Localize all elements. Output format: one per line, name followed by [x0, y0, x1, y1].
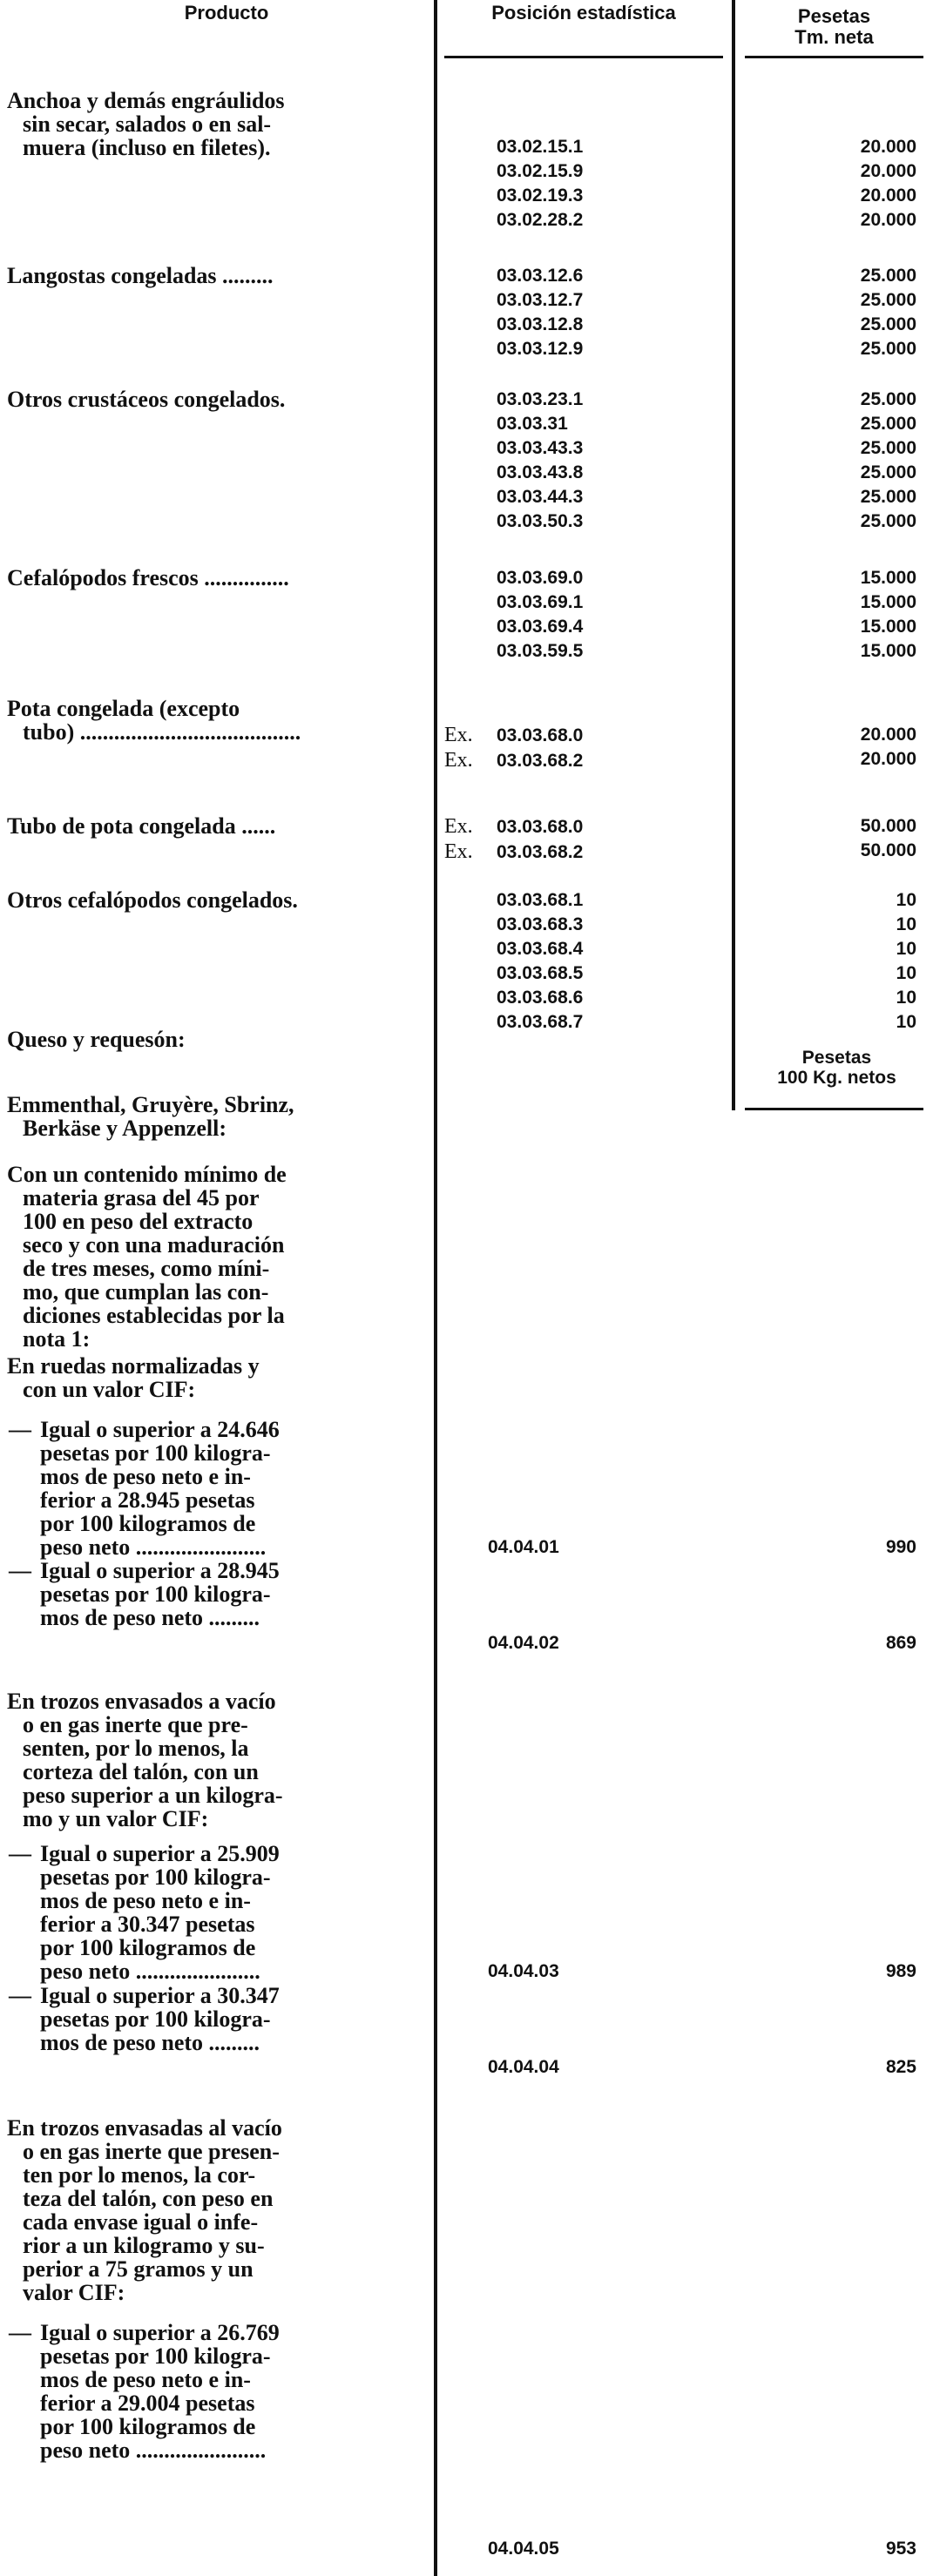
position-list — [444, 814, 723, 865]
cheese-types-line: Berkäse y Appenzell: — [23, 1116, 226, 1141]
cheese-group2-title-line: o en gas inerte que pre- — [23, 1712, 248, 1737]
position-row — [444, 388, 723, 412]
cheese-condition-line: de tres meses, como míni- — [23, 1256, 270, 1281]
cheese-item-text: mos de peso neto e in- — [40, 1464, 251, 1489]
cheese-price-value: 825 — [885, 2057, 916, 2077]
cheese-item-line — [9, 2415, 436, 2438]
cheese-group3-title-line: teza del talón, con peso en — [23, 2186, 274, 2211]
cheese-item-text: ferior a 28.945 pesetas — [40, 1487, 255, 1513]
cheese-item-line — [9, 1488, 436, 1512]
position-row — [444, 814, 723, 840]
price-value: 25.000 — [860, 462, 916, 482]
product-name-line: Langostas congeladas ......... — [7, 263, 274, 288]
price-value: 15.000 — [860, 568, 916, 588]
cheese-item-text: ferior a 29.004 pesetas — [40, 2391, 255, 2416]
position-row — [444, 961, 723, 986]
cheese-condition-line: diciones establecidas por la — [23, 1303, 285, 1328]
position-ex: Ex. — [444, 815, 473, 838]
product-name — [7, 388, 434, 411]
cheese-item — [9, 1418, 436, 1559]
price-value: 25.000 — [860, 487, 916, 507]
dash-marker: — — [9, 2320, 31, 2345]
cheese-item-line — [9, 1912, 436, 1936]
position-list — [444, 888, 723, 1035]
price-value: 25.000 — [860, 266, 916, 286]
product-name-line: Otros crustáceos congelados. — [7, 387, 286, 412]
position-ex: Ex. — [444, 724, 473, 746]
cheese-item-line — [9, 1418, 436, 1441]
cheese-item-text: Igual o superior a 24.646 — [40, 1417, 280, 1442]
position-code: 03.03.68.2 — [497, 751, 584, 771]
position-row — [444, 208, 723, 233]
cheese-item-text: peso neto ....................... — [40, 1534, 267, 1560]
cheese-item-line — [9, 1441, 436, 1465]
product-name-line: muera (incluso en filetes). — [23, 135, 271, 160]
cheese-item-line — [9, 2438, 436, 2462]
position-row — [444, 639, 723, 664]
cheese-item-text: peso neto ...................... — [40, 1959, 260, 1984]
price-list — [745, 264, 923, 361]
product-name — [7, 264, 434, 287]
cheese-item-text: peso neto ....................... — [40, 2438, 267, 2463]
position-list — [444, 135, 723, 233]
cheese-group3-title — [7, 2116, 434, 2304]
position-code: 03.02.19.3 — [497, 185, 584, 206]
position-code: 03.02.28.2 — [497, 210, 584, 230]
product-name-line: Cefalópodos frescos ............... — [7, 565, 289, 590]
dash-marker: — — [9, 1983, 31, 2008]
cheese-position-code: 04.04.01 — [488, 1537, 559, 1557]
cheese-group2-title-line: senten, por lo menos, la — [23, 1736, 249, 1761]
position-row — [444, 590, 723, 615]
cheese-price-value: 989 — [885, 1961, 916, 1981]
cheese-position-code: 04.04.02 — [488, 1633, 559, 1653]
cheese-group3-title-line: ten por lo menos, la cor- — [23, 2162, 256, 2188]
position-ex: Ex. — [444, 749, 473, 772]
position-code: 03.03.68.3 — [497, 914, 584, 934]
position-code: 03.03.12.6 — [497, 266, 584, 286]
cheese-item-text: Igual o superior a 25.909 — [40, 1841, 280, 1866]
cheese-group3-title-line: cada envase igual o infe- — [23, 2209, 259, 2235]
cheese-item-text: pesetas por 100 kilogra- — [40, 2006, 271, 2032]
position-list — [444, 264, 723, 361]
position-code: 03.03.68.0 — [497, 817, 584, 837]
position-row — [444, 313, 723, 337]
cheese-item-text: mos de peso neto e in- — [40, 1888, 251, 1913]
price-value: 25.000 — [860, 339, 916, 359]
cheese-item-text: por 100 kilogramos de — [40, 1935, 256, 1960]
product-name — [7, 814, 434, 838]
cheese-item-line — [9, 2391, 436, 2415]
position-code: 03.03.68.7 — [497, 1012, 584, 1032]
position-code: 03.03.68.1 — [497, 890, 584, 910]
product-name — [7, 697, 434, 744]
position-row — [444, 615, 723, 639]
position-code: 03.03.50.3 — [497, 511, 584, 531]
position-row — [444, 840, 723, 865]
price-value: 25.000 — [860, 414, 916, 434]
cheese-condition-line: materia grasa del 45 por — [23, 1185, 260, 1210]
cheese-item-line — [9, 2368, 436, 2391]
position-row — [444, 748, 723, 773]
cheese-item-line — [9, 1984, 436, 2007]
product-name-line: sin secar, salados o en sal- — [23, 111, 272, 137]
cheese-group3-title-line: rior a un kilogramo y su- — [23, 2233, 265, 2258]
position-row — [444, 566, 723, 590]
cheese-group1-title-line: con un valor CIF: — [23, 1377, 196, 1402]
cheese-group2-title-line: En trozos envasados a vacío — [7, 1689, 276, 1714]
position-row — [444, 986, 723, 1010]
position-list — [444, 723, 723, 773]
cheese-condition — [7, 1163, 434, 1351]
position-code: 03.02.15.9 — [497, 161, 584, 181]
cheese-price-header-line2: 100 Kg. netos — [777, 1068, 896, 1088]
price-list — [745, 566, 923, 664]
position-code: 03.02.15.1 — [497, 137, 584, 157]
cheese-item-text: Igual o superior a 30.347 — [40, 1983, 280, 2008]
position-code: 03.03.68.2 — [497, 842, 584, 862]
position-row — [444, 337, 723, 361]
cheese-position-code: 04.04.04 — [488, 2057, 559, 2077]
price-value: 25.000 — [860, 511, 916, 531]
price-value: 20.000 — [860, 137, 916, 157]
cheese-item-text: mos de peso neto ......... — [40, 1605, 260, 1630]
cheese-item-text: pesetas por 100 kilogra- — [40, 2343, 271, 2369]
cheese-item — [9, 2321, 436, 2462]
cheese-group1-title — [7, 1354, 434, 1401]
header-rule-position — [444, 56, 723, 58]
price-value: 20.000 — [860, 185, 916, 206]
product-name — [7, 89, 434, 159]
cheese-group2-title-line: peso superior a un kilogra- — [23, 1783, 283, 1808]
position-code: 03.03.68.0 — [497, 725, 584, 745]
price-value: 15.000 — [860, 641, 916, 661]
product-name — [7, 888, 434, 912]
product-name-line: Otros cefalópodos congelados. — [7, 887, 298, 913]
price-value: 10 — [896, 939, 916, 959]
cheese-group3-title-line: o en gas inerte que presen- — [23, 2139, 280, 2164]
price-value: 10 — [896, 890, 916, 910]
dash-marker: — — [9, 1841, 31, 1866]
cheese-item-line — [9, 2007, 436, 2031]
price-value: 20.000 — [860, 210, 916, 230]
price-value: 10 — [896, 1012, 916, 1032]
cheese-item-line — [9, 1512, 436, 1535]
position-code: 03.03.23.1 — [497, 389, 584, 409]
cheese-price-rule — [745, 1108, 923, 1110]
position-row — [444, 461, 723, 485]
position-row — [444, 288, 723, 313]
position-ex: Ex. — [444, 840, 473, 863]
price-value: 10 — [896, 988, 916, 1008]
cheese-price-header-line1: Pesetas — [801, 1048, 872, 1068]
header-product: Producto — [184, 2, 269, 24]
cheese-title: Queso y requesón: — [7, 1027, 186, 1052]
cheese-item-line — [9, 1936, 436, 1959]
position-code: 03.03.69.4 — [497, 617, 584, 637]
position-code: 03.03.31 — [497, 414, 568, 434]
price-value: 50.000 — [860, 840, 916, 860]
position-row — [444, 135, 723, 159]
cheese-item-line — [9, 1535, 436, 1559]
cheese-item-text: por 100 kilogramos de — [40, 2414, 256, 2439]
position-row — [444, 485, 723, 509]
cheese-price-value: 953 — [885, 2539, 916, 2559]
product-name — [7, 566, 434, 590]
cheese-group2-title-line: corteza del talón, con un — [23, 1759, 259, 1784]
cheese-item-line — [9, 1842, 436, 1865]
position-code: 03.03.12.9 — [497, 339, 584, 359]
position-code: 03.03.44.3 — [497, 487, 584, 507]
cheese-item-text: ferior a 30.347 pesetas — [40, 1912, 255, 1937]
position-row — [444, 509, 723, 534]
price-value: 20.000 — [860, 725, 916, 745]
cheese-item — [9, 1559, 436, 1629]
cheese-item-line — [9, 1582, 436, 1606]
cheese-item-line — [9, 1959, 436, 1983]
cheese-position-code: 04.04.03 — [488, 1961, 559, 1981]
price-value: 10 — [896, 914, 916, 934]
cheese-group3-title-line: valor CIF: — [23, 2280, 125, 2305]
position-list — [444, 566, 723, 664]
position-row — [444, 937, 723, 961]
position-row — [444, 888, 723, 913]
cheese-group1-title-line: En ruedas normalizadas y — [7, 1353, 260, 1379]
position-code: 03.03.59.5 — [497, 641, 584, 661]
price-list — [745, 723, 923, 772]
position-row — [444, 159, 723, 184]
price-value: 20.000 — [860, 161, 916, 181]
product-name-line: Pota congelada (excepto — [7, 696, 240, 721]
product-name-line: tubo) ....................................... — [23, 719, 301, 745]
price-value: 25.000 — [860, 314, 916, 334]
cheese-condition-line: seco y con una maduración — [23, 1232, 285, 1258]
position-code: 03.03.12.8 — [497, 314, 584, 334]
cheese-item-line — [9, 1465, 436, 1488]
price-list — [745, 888, 923, 1035]
cheese-item-text: pesetas por 100 kilogra- — [40, 1581, 271, 1607]
price-value: 15.000 — [860, 617, 916, 637]
cheese-position-code: 04.04.05 — [488, 2539, 559, 2559]
price-list — [745, 135, 923, 233]
header-price-line2: Tm. neta — [794, 26, 874, 48]
position-code: 03.03.68.5 — [497, 963, 584, 983]
price-value: 50.000 — [860, 816, 916, 836]
dash-marker: — — [9, 1417, 31, 1442]
cheese-item-text: pesetas por 100 kilogra- — [40, 1865, 271, 1890]
cheese-types-line: Emmenthal, Gruyère, Sbrinz, — [7, 1092, 294, 1117]
position-list — [444, 388, 723, 534]
position-code: 03.03.12.7 — [497, 290, 584, 310]
cheese-item-line — [9, 1865, 436, 1889]
cheese-item-line — [9, 1606, 436, 1629]
cheese-price-value: 990 — [885, 1537, 916, 1557]
cheese-item-text: Igual o superior a 28.945 — [40, 1558, 280, 1583]
cheese-item-line — [9, 1889, 436, 1912]
cheese-group2-title — [7, 1689, 434, 1831]
cheese-item — [9, 1984, 436, 2054]
position-row — [444, 436, 723, 461]
position-code: 03.03.43.3 — [497, 438, 584, 458]
header-position: Posición estadística — [491, 2, 676, 24]
cheese-item-text: pesetas por 100 kilogra- — [40, 1440, 271, 1466]
position-row — [444, 184, 723, 208]
position-code: 03.03.43.8 — [497, 462, 584, 482]
cheese-item — [9, 1842, 436, 1983]
header-rule-price — [745, 56, 923, 58]
cheese-item-line — [9, 2344, 436, 2368]
position-row — [444, 913, 723, 937]
cheese-group3-title-line: perior a 75 gramos y un — [23, 2256, 254, 2282]
cheese-item-text: mos de peso neto ......... — [40, 2030, 260, 2055]
cheese-item-line — [9, 2321, 436, 2344]
price-value: 20.000 — [860, 749, 916, 769]
cheese-types — [7, 1093, 434, 1140]
cheese-price-value: 869 — [885, 1633, 916, 1653]
price-value: 10 — [896, 963, 916, 983]
price-value: 15.000 — [860, 592, 916, 612]
cheese-condition-line: 100 en peso del extracto — [23, 1209, 254, 1234]
header-price-line1: Pesetas — [797, 5, 871, 27]
position-row — [444, 1010, 723, 1035]
position-code: 03.03.68.6 — [497, 988, 584, 1008]
column-divider-right — [732, 0, 735, 1110]
position-row — [444, 264, 723, 288]
cheese-item-line — [9, 2031, 436, 2054]
cheese-condition-line: mo, que cumplan las con- — [23, 1279, 269, 1305]
cheese-item-text: mos de peso neto e in- — [40, 2367, 251, 2392]
price-value: 25.000 — [860, 290, 916, 310]
position-row — [444, 723, 723, 748]
cheese-item-line — [9, 1559, 436, 1582]
cheese-item-text: Igual o superior a 26.769 — [40, 2320, 280, 2345]
price-value: 25.000 — [860, 389, 916, 409]
column-divider-left — [434, 0, 437, 2576]
price-list — [745, 388, 923, 534]
cheese-group3-title-line: En trozos envasadas al vacío — [7, 2115, 282, 2141]
product-name-line: Tubo de pota congelada ...... — [7, 813, 276, 839]
cheese-condition-line: Con un contenido mínimo de — [7, 1162, 287, 1187]
position-code: 03.03.69.0 — [497, 568, 584, 588]
position-row — [444, 412, 723, 436]
cheese-condition-line: nota 1: — [23, 1326, 91, 1352]
dash-marker: — — [9, 1558, 31, 1583]
cheese-group2-title-line: mo y un valor CIF: — [23, 1806, 209, 1831]
price-list — [745, 814, 923, 863]
product-name-line: Anchoa y demás engráulidos — [7, 88, 285, 113]
price-value: 25.000 — [860, 438, 916, 458]
position-code: 03.03.69.1 — [497, 592, 584, 612]
cheese-item-text: por 100 kilogramos de — [40, 1511, 256, 1536]
position-code: 03.03.68.4 — [497, 939, 584, 959]
